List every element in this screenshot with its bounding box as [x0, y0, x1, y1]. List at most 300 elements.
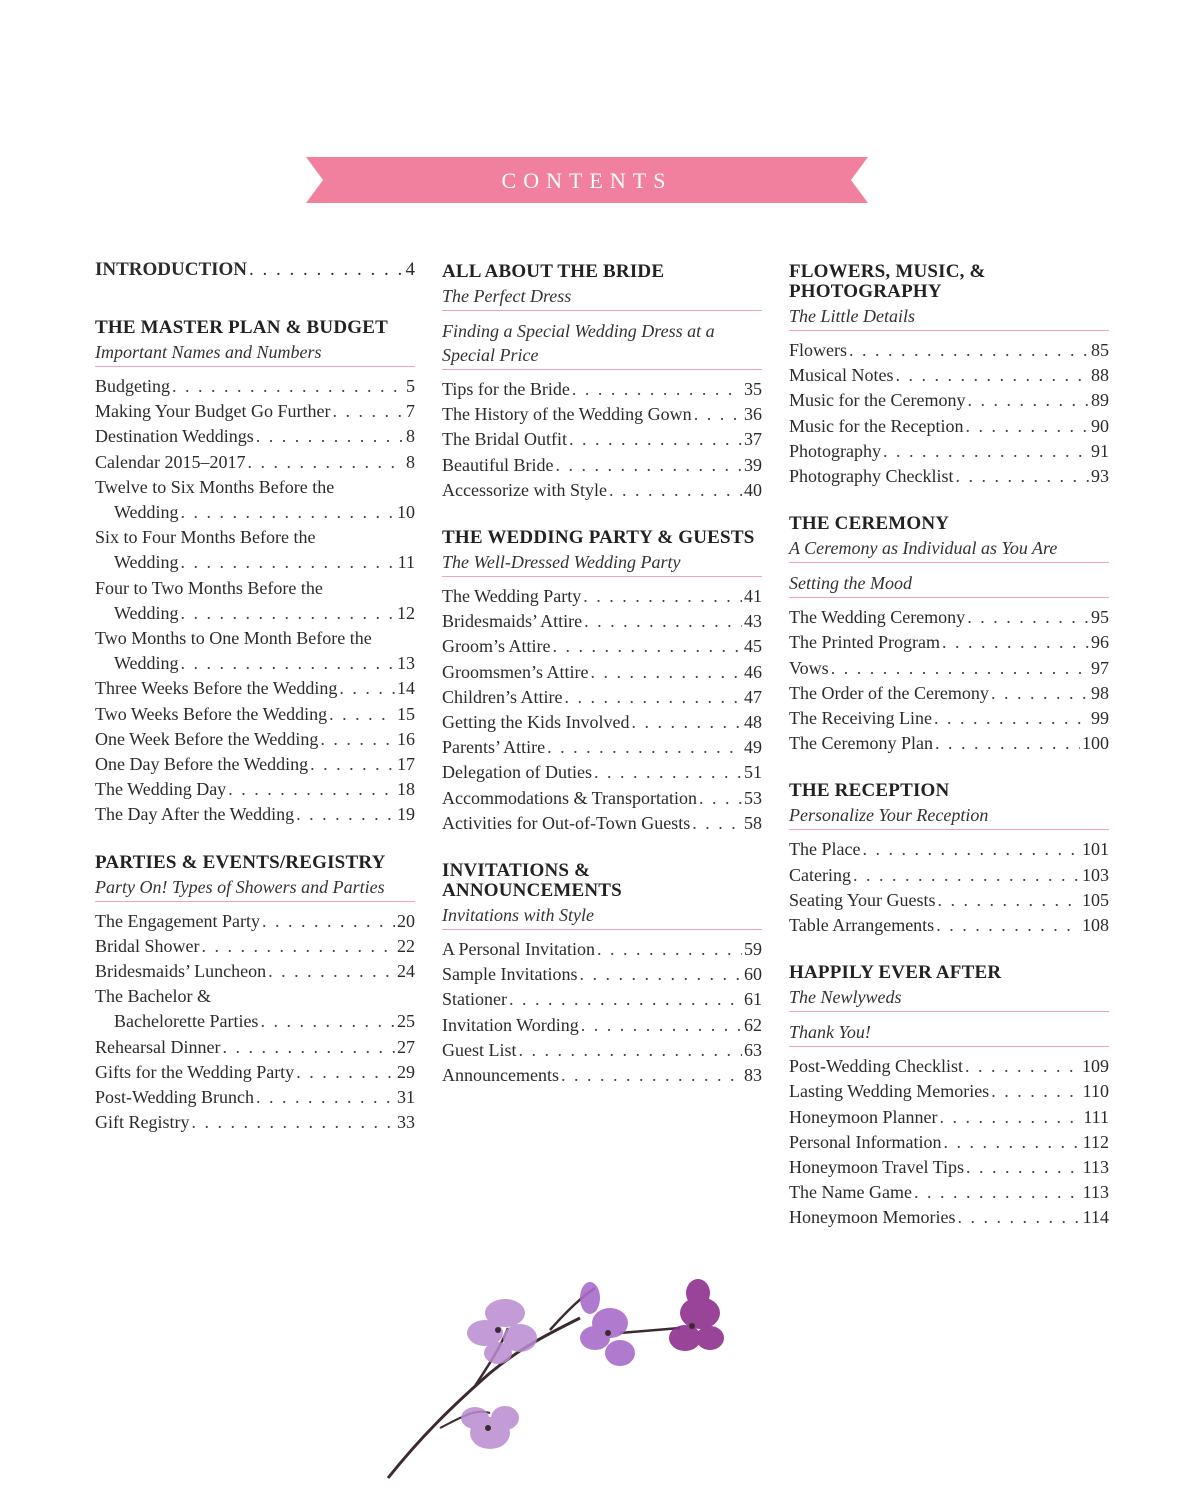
section-subtitle: Personalize Your Reception: [789, 803, 1109, 830]
dot-leader: [594, 760, 742, 785]
toc-entry[interactable]: [442, 962, 762, 987]
dot-leader: [329, 702, 395, 727]
page-number: 33: [397, 1112, 415, 1133]
contents-banner: [306, 157, 868, 203]
toc-column-3: [789, 258, 1109, 1252]
toc-entry[interactable]: [789, 888, 1109, 913]
page-number: 62: [744, 1014, 762, 1035]
toc-entry[interactable]: [442, 584, 762, 609]
entry-title: The Receiving Line: [789, 708, 932, 729]
toc-entry[interactable]: [95, 1085, 415, 1110]
page-number: 101: [1082, 839, 1109, 860]
dot-leader: [883, 439, 1089, 464]
page-number: 97: [1091, 657, 1109, 678]
toc-entry[interactable]: [789, 414, 1109, 439]
toc-entry[interactable]: [442, 1063, 762, 1088]
entry-title: The Bachelor &: [95, 986, 211, 1007]
page-number: 5: [406, 376, 415, 396]
toc-entry[interactable]: [442, 660, 762, 685]
section-subtitle: Important Names and Numbers: [95, 340, 415, 367]
toc-entry[interactable]: [442, 634, 762, 659]
toc-entry[interactable]: [95, 450, 415, 475]
entry-continuation: [95, 500, 415, 525]
toc-entry[interactable]: [442, 1038, 762, 1063]
toc-entry[interactable]: [95, 752, 415, 777]
dot-leader: [956, 464, 1090, 489]
page-number: 85: [1091, 340, 1109, 360]
dot-leader: [849, 338, 1089, 363]
dot-leader: [519, 1038, 743, 1063]
toc-entry[interactable]: [95, 777, 415, 802]
toc-entry[interactable]: [442, 937, 762, 962]
page-number: 35: [744, 379, 762, 399]
dot-leader: [957, 1205, 1080, 1230]
toc-entry[interactable]: [442, 478, 762, 503]
page-number: 8: [406, 451, 415, 472]
page-number: 17: [397, 754, 415, 775]
dot-leader: [699, 786, 742, 811]
page-number: 16: [397, 728, 415, 749]
page-title: CONTENTS: [501, 168, 673, 193]
page-number: 24: [397, 961, 415, 982]
toc-entry[interactable]: [789, 681, 1109, 706]
dot-leader: [201, 934, 395, 959]
entry-title-continued: Wedding: [114, 552, 179, 573]
entry-title: Activities for Out-of-Town Guests: [442, 812, 691, 833]
entry-title: Announcements: [442, 1065, 559, 1086]
dot-leader: [831, 656, 1089, 681]
toc-entry[interactable]: [442, 377, 762, 402]
dot-leader: [547, 735, 742, 760]
page-number: 63: [744, 1039, 762, 1060]
toc-entry[interactable]: [789, 630, 1109, 655]
entry-title: Invitation Wording: [442, 1014, 579, 1035]
page-number: 13: [397, 653, 415, 674]
entry-title: Beautiful Bride: [442, 454, 554, 475]
dot-leader: [853, 863, 1080, 888]
dot-leader: [561, 1063, 742, 1088]
entry-title: Honeymoon Travel Tips: [789, 1157, 965, 1178]
toc-entry[interactable]: [95, 626, 415, 676]
toc-entry[interactable]: [95, 702, 415, 727]
dot-leader: [333, 399, 404, 424]
page-number: 7: [406, 401, 415, 422]
page-number: 20: [397, 910, 415, 931]
dot-leader: [967, 605, 1089, 630]
toc-entry[interactable]: [95, 525, 415, 575]
page-number: 47: [744, 686, 762, 707]
dot-leader: [965, 414, 1089, 439]
toc-entry[interactable]: [442, 735, 762, 760]
dot-leader: [965, 1054, 1080, 1079]
entry-title: The Bridal Outfit: [442, 429, 567, 450]
page-number: 19: [397, 804, 415, 825]
section-subtitle: Party On! Types of Showers and Parties: [95, 875, 415, 902]
page-number: 59: [744, 939, 762, 960]
page-number: 12: [397, 602, 415, 623]
dot-leader: [862, 837, 1080, 862]
toc-entry[interactable]: [95, 934, 415, 959]
page-number: 58: [744, 812, 762, 833]
dot-leader: [262, 909, 395, 934]
toc-section: [95, 314, 415, 828]
entry-title: Personal Information: [789, 1131, 942, 1152]
section-subtitle: A Ceremony as Individual as You Are: [789, 536, 1109, 563]
entry-title: Musical Notes: [789, 365, 894, 386]
page-number: 114: [1082, 1207, 1109, 1228]
entry-title: Accessorize with Style: [442, 479, 607, 500]
page-number: 113: [1082, 1182, 1109, 1203]
section-subtitle: The Well-Dressed Wedding Party: [442, 550, 762, 577]
toc-entry[interactable]: [789, 656, 1109, 681]
entry-title: Four to Two Months Before the: [95, 577, 323, 598]
toc-entry[interactable]: [789, 1054, 1109, 1079]
toc-entry[interactable]: [95, 959, 415, 984]
toc-entry-list: [789, 605, 1109, 756]
toc-entry[interactable]: [789, 863, 1109, 888]
toc-entry[interactable]: [789, 464, 1109, 489]
toc-entry[interactable]: [789, 731, 1109, 756]
page-number: 108: [1082, 915, 1109, 936]
toc-entry[interactable]: [95, 576, 415, 626]
dot-leader: [967, 388, 1089, 413]
toc-entry[interactable]: [442, 811, 762, 836]
page-number: 100: [1082, 733, 1109, 754]
entry-title: Parents’ Attire: [442, 737, 546, 758]
entry-title: Groomsmen’s Attire: [442, 661, 589, 682]
section-subtitle: Finding a Special Wedding Dress at a Special Price: [442, 319, 762, 370]
page-number: 39: [744, 454, 762, 475]
dot-leader: [609, 478, 742, 503]
toc-entry[interactable]: [789, 1105, 1109, 1130]
toc-entry[interactable]: [789, 1155, 1109, 1180]
section-title: FLOWERS, MUSIC, & PHOTOGRAPHY: [789, 261, 986, 302]
page-number: 46: [744, 661, 762, 682]
toc-entry-list: [442, 584, 762, 836]
page-number: 61: [744, 989, 762, 1010]
toc-entry[interactable]: [95, 984, 415, 1034]
toc-entry[interactable]: [789, 388, 1109, 413]
entry-title-continued: Wedding: [114, 502, 179, 523]
dot-leader: [943, 1130, 1080, 1155]
page-number: 98: [1091, 682, 1109, 703]
page-number: 25: [397, 1011, 415, 1032]
toc-entry[interactable]: [442, 760, 762, 785]
entry-title: Gift Registry: [95, 1112, 190, 1133]
toc-entry[interactable]: [95, 475, 415, 525]
entry-title: Twelve to Six Months Before the: [95, 476, 335, 497]
entry-title: The History of the Wedding Gown: [442, 404, 692, 425]
page-number: 15: [397, 703, 415, 724]
section-subtitle: The Perfect Dress: [442, 284, 762, 311]
toc-entry[interactable]: [442, 402, 762, 427]
toc-entry[interactable]: [95, 1060, 415, 1085]
toc-entry[interactable]: [789, 837, 1109, 862]
page-number: 8: [406, 426, 415, 447]
dot-leader: [631, 710, 742, 735]
toc-entry[interactable]: [442, 1013, 762, 1038]
dot-leader: [939, 1105, 1081, 1130]
entry-title: The Wedding Ceremony: [789, 607, 966, 628]
dot-leader: [553, 634, 743, 659]
page-number: 111: [1083, 1106, 1109, 1127]
toc-entry-list: [442, 377, 762, 503]
entry-title: The Day After the Wedding: [95, 804, 295, 825]
entry-title: Making Your Budget Go Further: [95, 401, 331, 422]
entry-title: Vows: [789, 657, 829, 678]
toc-section: [442, 258, 762, 503]
toc-entry[interactable]: [789, 1180, 1109, 1205]
entry-title: The Order of the Ceremony: [789, 682, 989, 703]
entry-title: Lasting Wedding Memories: [789, 1081, 990, 1102]
toc-entry[interactable]: [442, 685, 762, 710]
entry-title: Seating Your Guests: [789, 889, 936, 910]
entry-title: Bridesmaids’ Luncheon: [95, 961, 267, 982]
entry-title: Children’s Attire: [442, 686, 563, 707]
toc-section: [789, 510, 1109, 756]
section-title: THE WEDDING PARTY & GUESTS: [442, 527, 755, 549]
section-title: THE RECEPTION: [789, 780, 950, 802]
dot-leader: [320, 727, 395, 752]
dot-leader: [296, 1060, 395, 1085]
page-number: 36: [744, 404, 762, 425]
entry-title-continued: Bachelorette Parties: [114, 1011, 259, 1032]
dot-leader: [934, 706, 1089, 731]
entry-title: Music for the Ceremony: [789, 390, 966, 411]
page-number: 48: [744, 712, 762, 733]
page-number: 18: [397, 779, 415, 800]
dot-leader: [181, 601, 395, 626]
toc-entry[interactable]: [95, 374, 415, 399]
toc-section: [789, 258, 1109, 489]
page-number: 93: [1091, 466, 1109, 487]
toc-entry[interactable]: [789, 338, 1109, 363]
page-number: 10: [397, 502, 415, 523]
toc-column-2: [442, 258, 762, 1109]
dot-leader: [256, 424, 404, 449]
page-number: 31: [397, 1087, 415, 1108]
entry-title: Table Arrangements: [789, 915, 935, 936]
entry-title: The Engagement Party: [95, 910, 260, 931]
toc-entry[interactable]: [442, 786, 762, 811]
toc-entry[interactable]: [95, 727, 415, 752]
page-number: 43: [744, 611, 762, 632]
toc-section: [442, 857, 762, 1088]
toc-entry[interactable]: [789, 706, 1109, 731]
page-number: 22: [397, 935, 415, 956]
entry-title: Music for the Reception: [789, 415, 964, 436]
page-number: 113: [1082, 1157, 1109, 1178]
entry-title: A Personal Invitation: [442, 939, 595, 960]
toc-entry[interactable]: [442, 453, 762, 478]
entry-title: The Printed Program: [789, 632, 940, 653]
entry-title: Destination Weddings: [95, 426, 254, 447]
dot-leader: [692, 811, 742, 836]
entry-title: Guest List: [442, 1039, 517, 1060]
entry-title: Stationer: [442, 989, 507, 1010]
page-number: 89: [1091, 390, 1109, 411]
toc-entry[interactable]: [789, 1205, 1109, 1230]
page-number: 45: [744, 636, 762, 657]
dot-leader: [942, 630, 1089, 655]
toc-entry[interactable]: [789, 605, 1109, 630]
entry-continuation: [95, 1009, 415, 1034]
toc-entry[interactable]: [95, 909, 415, 934]
entry-title: Six to Four Months Before the: [95, 527, 316, 548]
page-number: 60: [744, 964, 762, 985]
orchid-illustration: [380, 1268, 740, 1483]
section-title: INVITATIONS & ANNOUNCEMENTS: [442, 860, 622, 902]
dot-leader: [249, 258, 403, 282]
page-number: 49: [744, 737, 762, 758]
toc-entry[interactable]: [442, 427, 762, 452]
toc-entry[interactable]: [789, 439, 1109, 464]
entry-title: Tips for the Bride: [442, 379, 570, 399]
dot-leader: [583, 584, 742, 609]
section-subtitle: The Newlyweds: [789, 985, 1109, 1012]
toc-entry[interactable]: [789, 363, 1109, 388]
dot-leader: [256, 1085, 395, 1110]
entry-title: Three Weeks Before the Wedding: [95, 678, 338, 699]
introduction-label: INTRODUCTION: [95, 259, 248, 280]
entry-title: Bridesmaids’ Attire: [442, 611, 583, 632]
entry-title: Budgeting: [95, 376, 170, 396]
toc-entry[interactable]: [95, 802, 415, 827]
entry-title: Accommodations & Transportation: [442, 787, 697, 808]
page-number: 4: [405, 259, 415, 280]
dot-leader: [694, 402, 742, 427]
page-number: 95: [1091, 607, 1109, 628]
section-title: THE CEREMONY: [789, 513, 950, 535]
entry-title: Gifts for the Wedding Party: [95, 1061, 295, 1082]
page-number: 88: [1091, 365, 1109, 386]
dot-leader: [597, 937, 742, 962]
page-number: 83: [744, 1065, 762, 1086]
entry-title: Calendar 2015–2017: [95, 451, 246, 472]
dot-leader: [222, 1035, 395, 1060]
dot-leader: [895, 363, 1089, 388]
entry-title: Photography: [789, 440, 881, 461]
entry-title: Delegation of Duties: [442, 762, 592, 783]
toc-entry[interactable]: [789, 913, 1109, 938]
section-subtitle: Invitations with Style: [442, 903, 762, 930]
dot-leader: [339, 676, 395, 701]
page-number: 103: [1082, 864, 1109, 885]
toc-section: [789, 959, 1109, 1230]
dot-leader: [966, 1155, 1081, 1180]
toc-entry-list: [789, 338, 1109, 489]
dot-leader: [936, 913, 1080, 938]
page-number: 40: [744, 479, 762, 500]
page-number: 37: [744, 429, 762, 450]
entry-title-continued: Wedding: [114, 602, 179, 623]
entry-title: One Day Before the Wedding: [95, 754, 309, 775]
dot-leader: [591, 660, 743, 685]
page-number: 27: [397, 1036, 415, 1057]
entry-title: Honeymoon Memories: [789, 1207, 956, 1228]
dot-leader: [938, 888, 1080, 913]
entry-title: Sample Invitations: [442, 964, 578, 985]
toc-entry[interactable]: [95, 399, 415, 424]
toc-entry-list: [95, 374, 415, 828]
entry-title: The Name Game: [789, 1182, 912, 1203]
entry-title: Two Months to One Month Before the: [95, 628, 372, 649]
toc-entry[interactable]: [442, 710, 762, 735]
entry-title: One Week Before the Wedding: [95, 728, 319, 749]
page-number: 11: [397, 552, 415, 573]
toc-entry-list: [789, 837, 1109, 938]
section-title: HAPPILY EVER AFTER: [789, 962, 1002, 984]
toc-column-1: [95, 258, 415, 1156]
toc-entry[interactable]: [95, 1110, 415, 1135]
toc-section: [95, 849, 415, 1136]
dot-leader: [181, 651, 395, 676]
page-number: 29: [397, 1061, 415, 1082]
dot-leader: [991, 1079, 1080, 1104]
toc-entry[interactable]: [95, 676, 415, 701]
section-subtitle: Setting the Mood: [789, 571, 1109, 598]
toc-entry[interactable]: [442, 987, 762, 1012]
dot-leader: [581, 1013, 742, 1038]
entry-title-continued: Wedding: [114, 653, 179, 674]
dot-leader: [509, 987, 742, 1012]
dot-leader: [172, 374, 404, 399]
page-number: 14: [397, 678, 415, 699]
dot-leader: [572, 377, 742, 402]
toc-section: [789, 777, 1109, 938]
toc-section: [442, 524, 762, 836]
toc-introduction[interactable]: [95, 258, 415, 282]
dot-leader: [181, 550, 396, 575]
dot-leader: [579, 962, 742, 987]
page-number: 105: [1082, 889, 1109, 910]
entry-title: Two Weeks Before the Wedding: [95, 703, 328, 724]
entry-title: Getting the Kids Involved: [442, 712, 630, 733]
page-number: 51: [744, 762, 762, 783]
dot-leader: [569, 427, 742, 452]
page-number: 90: [1091, 415, 1109, 436]
entry-title: The Place: [789, 839, 861, 860]
section-title: PARTIES & EVENTS/REGISTRY: [95, 851, 386, 873]
entry-title: The Ceremony Plan: [789, 733, 933, 754]
entry-title: Post-Wedding Checklist: [789, 1056, 964, 1077]
dot-leader: [181, 500, 395, 525]
toc-entry[interactable]: [789, 1079, 1109, 1104]
toc-entry-list: [95, 909, 415, 1136]
toc-entry[interactable]: [789, 1130, 1109, 1155]
page-number: 109: [1082, 1056, 1109, 1077]
dot-leader: [991, 681, 1089, 706]
page-number: 110: [1082, 1081, 1109, 1102]
entry-continuation: [95, 651, 415, 676]
toc-entry-list: [442, 937, 762, 1088]
dot-leader: [914, 1180, 1081, 1205]
dot-leader: [935, 731, 1080, 756]
page-number: 53: [744, 787, 762, 808]
section-title: THE MASTER PLAN & BUDGET: [95, 317, 389, 338]
dot-leader: [268, 959, 395, 984]
entry-title: Flowers: [789, 340, 847, 360]
toc-entry[interactable]: [95, 424, 415, 449]
entry-continuation: [95, 550, 415, 575]
page-number: 41: [744, 586, 762, 607]
dot-leader: [555, 453, 742, 478]
toc-entry[interactable]: [442, 609, 762, 634]
toc-entry[interactable]: [95, 1035, 415, 1060]
entry-title: Post-Wedding Brunch: [95, 1087, 255, 1108]
toc-entry-list: [789, 1054, 1109, 1230]
entry-title: Photography Checklist: [789, 466, 954, 487]
